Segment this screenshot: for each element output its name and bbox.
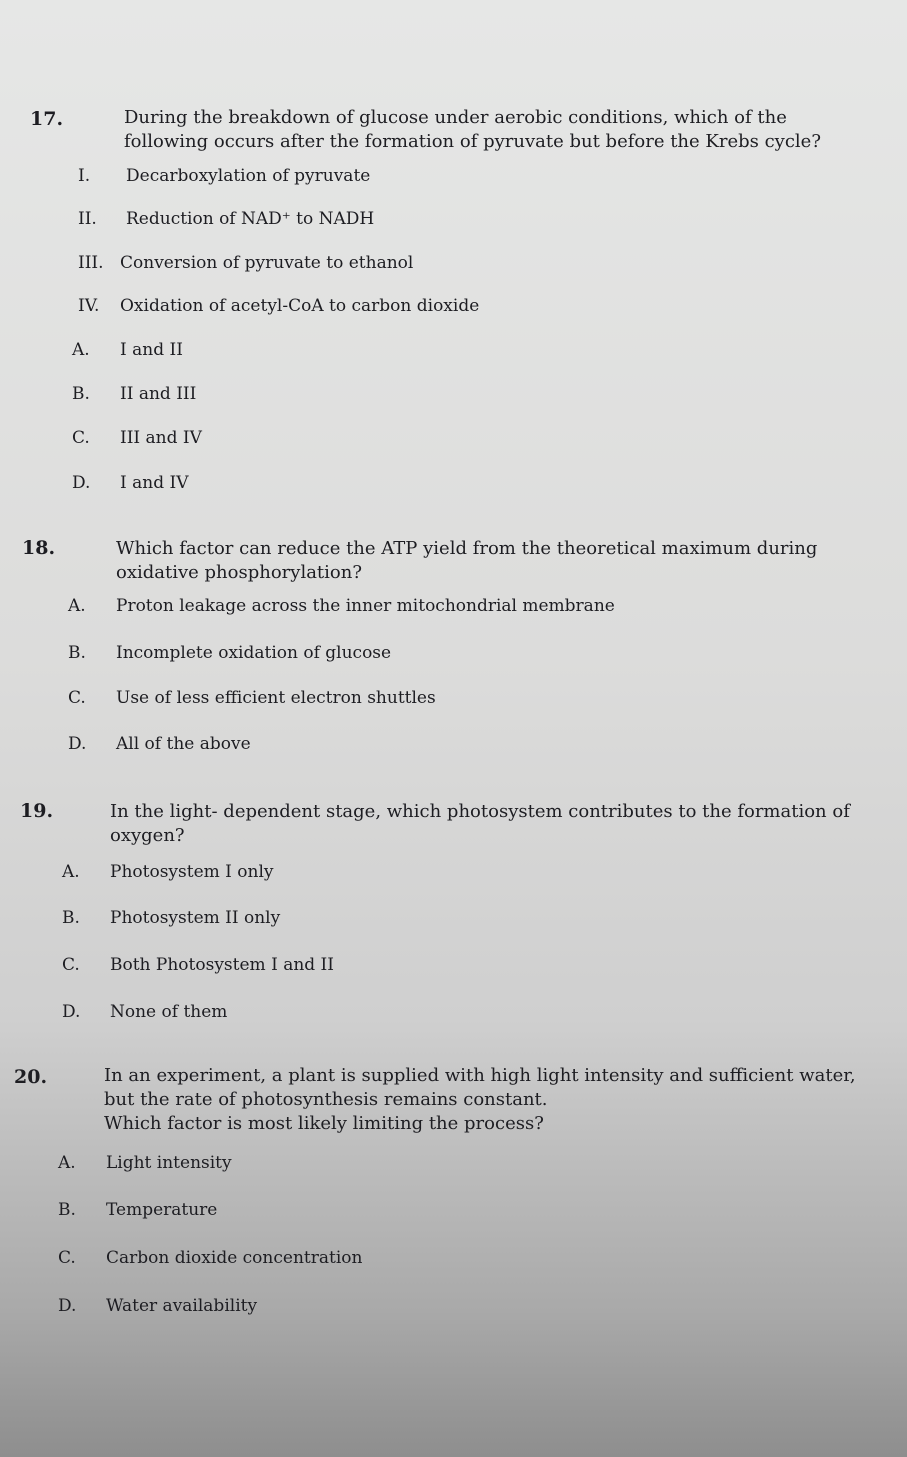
option-19-a: A. Photosystem I only (62, 862, 274, 882)
question-text-line: During the breakdown of glucose under aerobic conditions, which of the (124, 107, 787, 128)
option-18-b: B. Incomplete oxidation of glucose (68, 643, 392, 663)
question-20-text (104, 1064, 884, 1136)
question-text-line: Which factor is most likely limiting the process? (104, 1113, 544, 1134)
question-text-line: In the light- dependent stage, which photosystem contributes to the formation of (110, 801, 850, 822)
option-18-d: D. All of the above (68, 734, 251, 754)
question-18-number: 18. (22, 537, 56, 559)
option-19-b: B. Photosystem II only (62, 908, 281, 928)
option-17-b: B. II and III (72, 384, 197, 404)
question-text-line: oxidative phosphorylation? (116, 562, 363, 583)
option-20-c: C. Carbon dioxide concentration (58, 1248, 363, 1268)
option-20-b: B. Temperature (58, 1200, 218, 1220)
statement-iv: IV. Oxidation of acetyl-CoA to carbon dioxide (78, 296, 480, 316)
option-18-a: A. Proton leakage across the inner mitochondrial membrane (68, 596, 615, 616)
statement-iii: III. Conversion of pyruvate to ethanol (78, 253, 414, 273)
question-19-number: 19. (20, 800, 54, 822)
question-18-text (116, 537, 836, 585)
question-17-number: 17. (30, 108, 64, 130)
option-17-a: A. I and II (72, 340, 183, 360)
question-text-line: following occurs after the formation of pyruvate but before the Krebs cycle? (124, 131, 821, 152)
statement-ii: II. Reduction of NAD⁺ to NADH (78, 209, 375, 229)
option-19-d: D. None of them (62, 1002, 228, 1022)
question-text-line: oxygen? (110, 825, 185, 846)
option-20-d: D. Water availability (58, 1296, 258, 1316)
question-text-line: In an experiment, a plant is supplied with high light intensity and sufficient water, (104, 1065, 856, 1086)
option-17-d: D. I and IV (72, 473, 189, 493)
question-text-line: Which factor can reduce the ATP yield from the theoretical maximum during (116, 538, 818, 559)
question-17-text (124, 106, 824, 154)
option-17-c: C. III and IV (72, 428, 202, 448)
option-19-c: C. Both Photosystem I and II (62, 955, 334, 975)
question-20-number: 20. (14, 1066, 48, 1088)
question-19-text (110, 800, 870, 848)
question-text-line: but the rate of photosynthesis remains constant. (104, 1089, 548, 1110)
option-18-c: C. Use of less efficient electron shuttles (68, 688, 436, 708)
option-20-a: A. Light intensity (58, 1153, 232, 1173)
statement-i: I. Decarboxylation of pyruvate (78, 166, 371, 186)
